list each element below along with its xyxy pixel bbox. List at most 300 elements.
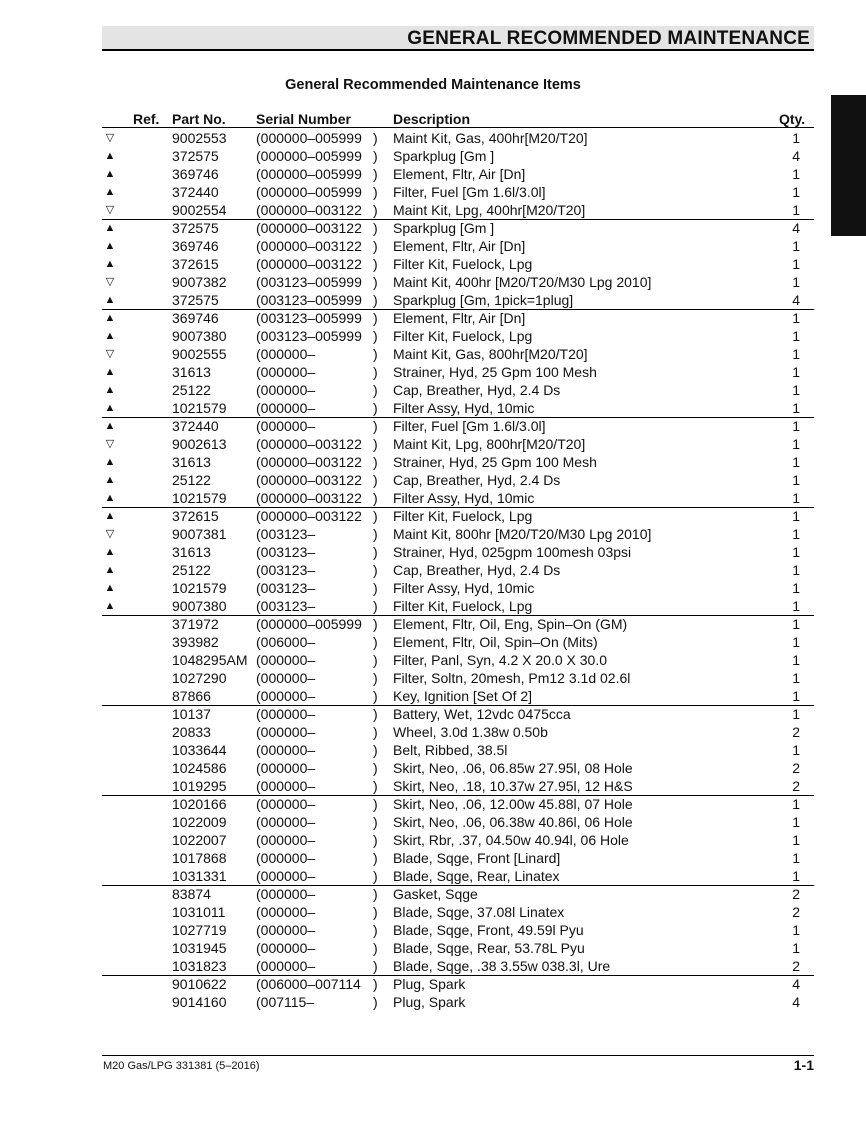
part-number: 1024586 [172, 760, 227, 776]
quantity: 1 [792, 436, 800, 452]
ref-marker-icon: ▲ [104, 564, 116, 576]
quantity: 2 [792, 760, 800, 776]
table-row [0, 291, 866, 309]
serial-number: (003123– [256, 562, 316, 578]
serial-close-paren: ) [373, 130, 378, 146]
quantity: 4 [792, 292, 800, 308]
quantity: 1 [792, 130, 800, 146]
quantity: 4 [792, 994, 800, 1010]
ref-marker-icon: ▲ [104, 402, 116, 414]
serial-close-paren: ) [373, 148, 378, 164]
description: Maint Kit, Lpg, 400hr[M20/T20] [393, 202, 586, 218]
table-row [0, 471, 866, 489]
part-number: 9007382 [172, 274, 227, 290]
serial-number: (000000–003122 [256, 490, 362, 506]
serial-close-paren: ) [373, 976, 378, 992]
part-number: 20833 [172, 724, 211, 740]
serial-number: (000000– [256, 814, 316, 830]
serial-number: (000000– [256, 886, 316, 902]
table-row [0, 543, 866, 561]
description: Filter Assy, Hyd, 10mic [393, 580, 535, 596]
part-number: 9007380 [172, 598, 227, 614]
table-row [0, 129, 866, 147]
part-number: 25122 [172, 382, 211, 398]
part-number: 372575 [172, 220, 219, 236]
serial-close-paren: ) [373, 292, 378, 308]
ref-marker-icon: ▽ [105, 204, 115, 216]
part-number: 369746 [172, 238, 219, 254]
table-row [0, 597, 866, 615]
description: Maint Kit, 800hr [M20/T20/M30 Lpg 2010] [393, 526, 652, 542]
description: Maint Kit, Lpg, 800hr[M20/T20] [393, 436, 586, 452]
serial-number: (000000–005999 [256, 148, 362, 164]
quantity: 1 [792, 562, 800, 578]
serial-close-paren: ) [373, 220, 378, 236]
description: Filter Assy, Hyd, 10mic [393, 490, 535, 506]
part-number: 31613 [172, 364, 211, 380]
quantity: 1 [792, 238, 800, 254]
table-row [0, 867, 866, 885]
column-header-qty: Qty. [779, 111, 806, 127]
part-number: 1031945 [172, 940, 227, 956]
part-number: 9002554 [172, 202, 227, 218]
serial-number: (006000– [256, 634, 316, 650]
quantity: 1 [792, 166, 800, 182]
serial-number: (000000– [256, 706, 316, 722]
serial-number: (000000– [256, 364, 316, 380]
table-row [0, 453, 866, 471]
part-number: 9002555 [172, 346, 227, 362]
description: Wheel, 3.0d 1.38w 0.50b [393, 724, 548, 740]
part-number: 372575 [172, 292, 219, 308]
quantity: 2 [792, 958, 800, 974]
table-row [0, 201, 866, 219]
ref-marker-icon: ▲ [104, 510, 116, 522]
description: Cap, Breather, Hyd, 2.4 Ds [393, 472, 561, 488]
serial-number: (000000– [256, 850, 316, 866]
part-number: 31613 [172, 544, 211, 560]
table-row [0, 615, 866, 633]
serial-close-paren: ) [373, 472, 378, 488]
quantity: 1 [792, 202, 800, 218]
part-number: 1022009 [172, 814, 227, 830]
footer-rule [102, 1055, 814, 1056]
serial-number: (003123– [256, 598, 316, 614]
part-number: 372615 [172, 256, 219, 272]
part-number: 1031331 [172, 868, 227, 884]
table-row [0, 219, 866, 237]
description: Skirt, Neo, .06, 06.85w 27.95l, 08 Hole [393, 760, 633, 776]
serial-close-paren: ) [373, 652, 378, 668]
part-number: 1048295AM [172, 652, 248, 668]
description: Element, Fltr, Oil, Spin–On (Mits) [393, 634, 598, 650]
serial-close-paren: ) [373, 904, 378, 920]
quantity: 1 [792, 796, 800, 812]
part-number: 1027290 [172, 670, 227, 686]
table-row [0, 993, 866, 1011]
table-row [0, 579, 866, 597]
description: Skirt, Neo, .18, 10.37w 27.95l, 12 H&S [393, 778, 633, 794]
table-row [0, 813, 866, 831]
serial-number: (006000–007114 [256, 976, 361, 992]
quantity: 1 [792, 310, 800, 326]
quantity: 1 [792, 598, 800, 614]
serial-close-paren: ) [373, 868, 378, 884]
serial-number: (000000–003122 [256, 220, 362, 236]
table-row [0, 147, 866, 165]
description: Sparkplug [Gm, 1pick=1plug] [393, 292, 574, 308]
serial-close-paren: ) [373, 886, 378, 902]
serial-number: (003123– [256, 526, 316, 542]
part-number: 372615 [172, 508, 219, 524]
part-number: 31613 [172, 454, 211, 470]
part-number: 1027719 [172, 922, 227, 938]
description: Filter Kit, Fuelock, Lpg [393, 508, 533, 524]
serial-number: (000000– [256, 760, 316, 776]
serial-number: (000000– [256, 922, 316, 938]
table-row [0, 633, 866, 651]
part-number: 25122 [172, 472, 211, 488]
ref-marker-icon: ▲ [104, 240, 116, 252]
description: Filter Kit, Fuelock, Lpg [393, 598, 533, 614]
serial-close-paren: ) [373, 364, 378, 380]
serial-close-paren: ) [373, 760, 378, 776]
table-row [0, 399, 866, 417]
table-row [0, 939, 866, 957]
ref-marker-icon: ▲ [104, 258, 116, 270]
serial-close-paren: ) [373, 166, 378, 182]
quantity: 1 [792, 922, 800, 938]
part-number: 1031823 [172, 958, 227, 974]
table-row [0, 777, 866, 795]
table-row [0, 363, 866, 381]
serial-close-paren: ) [373, 796, 378, 812]
table-row [0, 273, 866, 291]
quantity: 2 [792, 904, 800, 920]
table-row [0, 885, 866, 903]
quantity: 1 [792, 814, 800, 830]
serial-close-paren: ) [373, 454, 378, 470]
document-id: M20 Gas/LPG 331381 (5–2016) [103, 1060, 260, 1072]
serial-number: (003123– [256, 580, 316, 596]
serial-close-paren: ) [373, 526, 378, 542]
serial-close-paren: ) [373, 778, 378, 794]
serial-number: (000000– [256, 796, 316, 812]
table-row [0, 345, 866, 363]
ref-marker-icon: ▽ [105, 528, 115, 540]
ref-marker-icon: ▲ [104, 492, 116, 504]
part-number: 1031011 [172, 904, 226, 920]
description: Filter, Soltn, 20mesh, Pm12 3.1d 02.6l [393, 670, 631, 686]
serial-close-paren: ) [373, 400, 378, 416]
description: Filter Assy, Hyd, 10mic [393, 400, 535, 416]
column-header-serial: Serial Number [256, 111, 351, 127]
serial-number: (000000– [256, 382, 316, 398]
quantity: 1 [792, 940, 800, 956]
ref-marker-icon: ▲ [104, 330, 116, 342]
quantity: 1 [792, 364, 800, 380]
serial-close-paren: ) [373, 328, 378, 344]
serial-number: (000000– [256, 742, 316, 758]
serial-number: (000000– [256, 904, 316, 920]
serial-number: (000000–003122 [256, 454, 362, 470]
quantity: 1 [792, 832, 800, 848]
serial-close-paren: ) [373, 256, 378, 272]
quantity: 1 [792, 490, 800, 506]
description: Maint Kit, 400hr [M20/T20/M30 Lpg 2010] [393, 274, 652, 290]
table-row [0, 327, 866, 345]
description: Skirt, Rbr, .37, 04.50w 40.94l, 06 Hole [393, 832, 629, 848]
serial-close-paren: ) [373, 598, 378, 614]
quantity: 1 [792, 634, 800, 650]
column-header-description: Description [393, 111, 471, 127]
quantity: 4 [792, 148, 800, 164]
serial-number: (000000–005999 [256, 166, 362, 182]
description: Strainer, Hyd, 25 Gpm 100 Mesh [393, 364, 597, 380]
column-header-part: Part No. [172, 111, 226, 127]
table-row [0, 309, 866, 327]
serial-number: (003123–005999 [256, 292, 362, 308]
description: Plug, Spark [393, 976, 466, 992]
serial-close-paren: ) [373, 310, 378, 326]
quantity: 1 [792, 706, 800, 722]
serial-number: (000000– [256, 958, 316, 974]
serial-number: (000000– [256, 652, 316, 668]
serial-number: (003123–005999 [256, 310, 362, 326]
description: Blade, Sqge, Front, 49.59l Pyu [393, 922, 584, 938]
table-row [0, 921, 866, 939]
quantity: 2 [792, 886, 800, 902]
description: Element, Fltr, Air [Dn] [393, 166, 526, 182]
serial-close-paren: ) [373, 238, 378, 254]
table-row [0, 237, 866, 255]
table-row [0, 507, 866, 525]
serial-number: (003123–005999 [256, 274, 362, 290]
table-row [0, 957, 866, 975]
part-number: 369746 [172, 310, 219, 326]
part-number: 9007381 [172, 526, 227, 542]
quantity: 1 [792, 472, 800, 488]
table-row [0, 381, 866, 399]
serial-number: (003123– [256, 544, 316, 560]
serial-number: (000000– [256, 418, 316, 434]
description: Sparkplug [Gm ] [393, 220, 495, 236]
serial-number: (000000– [256, 688, 316, 704]
ref-marker-icon: ▲ [104, 600, 116, 612]
description: Blade, Sqge, Rear, 53.78L Pyu [393, 940, 585, 956]
quantity: 1 [792, 256, 800, 272]
serial-close-paren: ) [373, 616, 378, 632]
serial-close-paren: ) [373, 436, 378, 452]
serial-close-paren: ) [373, 544, 378, 560]
serial-number: (000000–003122 [256, 202, 362, 218]
ref-marker-icon: ▲ [104, 186, 116, 198]
description: Blade, Sqge, 37.08l Linatex [393, 904, 565, 920]
description: Filter Kit, Fuelock, Lpg [393, 328, 533, 344]
part-number: 10137 [172, 706, 211, 722]
serial-number: (000000– [256, 778, 316, 794]
serial-number: (000000–003122 [256, 436, 362, 452]
quantity: 2 [792, 724, 800, 740]
description: Cap, Breather, Hyd, 2.4 Ds [393, 562, 561, 578]
serial-close-paren: ) [373, 958, 378, 974]
serial-close-paren: ) [373, 940, 378, 956]
part-number: 9002613 [172, 436, 227, 452]
quantity: 1 [792, 526, 800, 542]
serial-number: (000000–005999 [256, 184, 362, 200]
description: Belt, Ribbed, 38.5l [393, 742, 508, 758]
description: Blade, Sqge, .38 3.55w 038.3l, Ure [393, 958, 611, 974]
part-number: 1021579 [172, 400, 227, 416]
table-row [0, 759, 866, 777]
table-row [0, 435, 866, 453]
part-number: 393982 [172, 634, 219, 650]
quantity: 1 [792, 274, 800, 290]
description: Skirt, Neo, .06, 12.00w 45.88l, 07 Hole [393, 796, 633, 812]
description: Battery, Wet, 12vdc 0475cca [393, 706, 571, 722]
quantity: 1 [792, 742, 800, 758]
part-number: 372440 [172, 418, 219, 434]
part-number: 1022007 [172, 832, 227, 848]
description: Filter, Fuel [Gm 1.6l/3.0l] [393, 418, 546, 434]
header-rule [102, 127, 814, 128]
serial-number: (000000–003122 [256, 472, 362, 488]
serial-number: (000000– [256, 670, 316, 686]
table-row [0, 669, 866, 687]
quantity: 4 [792, 220, 800, 236]
serial-close-paren: ) [373, 490, 378, 506]
ref-marker-icon: ▽ [105, 438, 115, 450]
quantity: 1 [792, 508, 800, 524]
part-number: 9014160 [172, 994, 227, 1010]
serial-close-paren: ) [373, 706, 378, 722]
part-number: 1017868 [172, 850, 227, 866]
serial-close-paren: ) [373, 346, 378, 362]
description: Element, Fltr, Air [Dn] [393, 238, 526, 254]
serial-number: (000000– [256, 400, 316, 416]
part-number: 369746 [172, 166, 219, 182]
ref-marker-icon: ▽ [105, 348, 115, 360]
table-row [0, 255, 866, 273]
table-row [0, 795, 866, 813]
serial-number: (000000–003122 [256, 238, 362, 254]
description: Filter Kit, Fuelock, Lpg [393, 256, 533, 272]
description: Plug, Spark [393, 994, 466, 1010]
column-header-ref: Ref. [133, 111, 160, 127]
table-row [0, 687, 866, 705]
part-number: 83874 [172, 886, 211, 902]
quantity: 1 [792, 616, 800, 632]
page-header-title: GENERAL RECOMMENDED MAINTENANCE [407, 28, 810, 49]
ref-marker-icon: ▲ [104, 456, 116, 468]
ref-marker-icon: ▲ [104, 474, 116, 486]
serial-number: (000000–005999 [256, 616, 362, 632]
serial-close-paren: ) [373, 688, 378, 704]
serial-close-paren: ) [373, 184, 378, 200]
table-row [0, 705, 866, 723]
serial-close-paren: ) [373, 274, 378, 290]
part-number: 1021579 [172, 580, 227, 596]
table-row [0, 525, 866, 543]
table-row [0, 903, 866, 921]
quantity: 1 [792, 346, 800, 362]
serial-number: (000000– [256, 346, 316, 362]
description: Filter, Fuel [Gm 1.6l/3.0l] [393, 184, 546, 200]
quantity: 1 [792, 580, 800, 596]
table-row [0, 183, 866, 201]
ref-marker-icon: ▲ [104, 582, 116, 594]
table-row [0, 165, 866, 183]
part-number: 371972 [172, 616, 219, 632]
serial-close-paren: ) [373, 814, 378, 830]
table-row [0, 417, 866, 435]
part-number: 372440 [172, 184, 219, 200]
table-row [0, 723, 866, 741]
part-number: 25122 [172, 562, 211, 578]
table-row [0, 651, 866, 669]
description: Strainer, Hyd, 025gpm 100mesh 03psi [393, 544, 632, 560]
ref-marker-icon: ▲ [104, 312, 116, 324]
page-number: 1-1 [793, 1057, 814, 1073]
table-row [0, 975, 866, 993]
description: Key, Ignition [Set Of 2] [393, 688, 533, 704]
quantity: 1 [792, 328, 800, 344]
ref-marker-icon: ▲ [104, 384, 116, 396]
serial-number: (000000–003122 [256, 508, 362, 524]
page-header-bar [102, 26, 814, 51]
quantity: 1 [792, 184, 800, 200]
table-row [0, 849, 866, 867]
table-row [0, 561, 866, 579]
serial-close-paren: ) [373, 994, 378, 1010]
part-number: 1033644 [172, 742, 227, 758]
part-number: 9007380 [172, 328, 227, 344]
description: Skirt, Neo, .06, 06.38w 40.86l, 06 Hole [393, 814, 633, 830]
serial-number: (000000–003122 [256, 256, 362, 272]
quantity: 1 [792, 454, 800, 470]
ref-marker-icon: ▲ [104, 150, 116, 162]
serial-close-paren: ) [373, 850, 378, 866]
ref-marker-icon: ▲ [104, 294, 116, 306]
serial-close-paren: ) [373, 832, 378, 848]
quantity: 4 [792, 976, 800, 992]
serial-number: (000000– [256, 868, 316, 884]
table-row [0, 741, 866, 759]
serial-close-paren: ) [373, 202, 378, 218]
quantity: 1 [792, 688, 800, 704]
serial-number: (000000– [256, 832, 316, 848]
description: Blade, Sqge, Front [Linard] [393, 850, 561, 866]
quantity: 1 [792, 382, 800, 398]
serial-close-paren: ) [373, 922, 378, 938]
description: Cap, Breather, Hyd, 2.4 Ds [393, 382, 561, 398]
part-number: 9002553 [172, 130, 227, 146]
ref-marker-icon: ▲ [104, 222, 116, 234]
description: Maint Kit, Gas, 800hr[M20/T20] [393, 346, 588, 362]
serial-number: (007115– [256, 994, 315, 1010]
ref-marker-icon: ▲ [104, 168, 116, 180]
quantity: 1 [792, 670, 800, 686]
quantity: 1 [792, 544, 800, 560]
serial-close-paren: ) [373, 418, 378, 434]
description: Element, Fltr, Air [Dn] [393, 310, 526, 326]
description: Gasket, Sqge [393, 886, 478, 902]
description: Blade, Sqge, Rear, Linatex [393, 868, 560, 884]
quantity: 2 [792, 778, 800, 794]
ref-marker-icon: ▲ [104, 546, 116, 558]
part-number: 372575 [172, 148, 219, 164]
part-number: 87866 [172, 688, 211, 704]
